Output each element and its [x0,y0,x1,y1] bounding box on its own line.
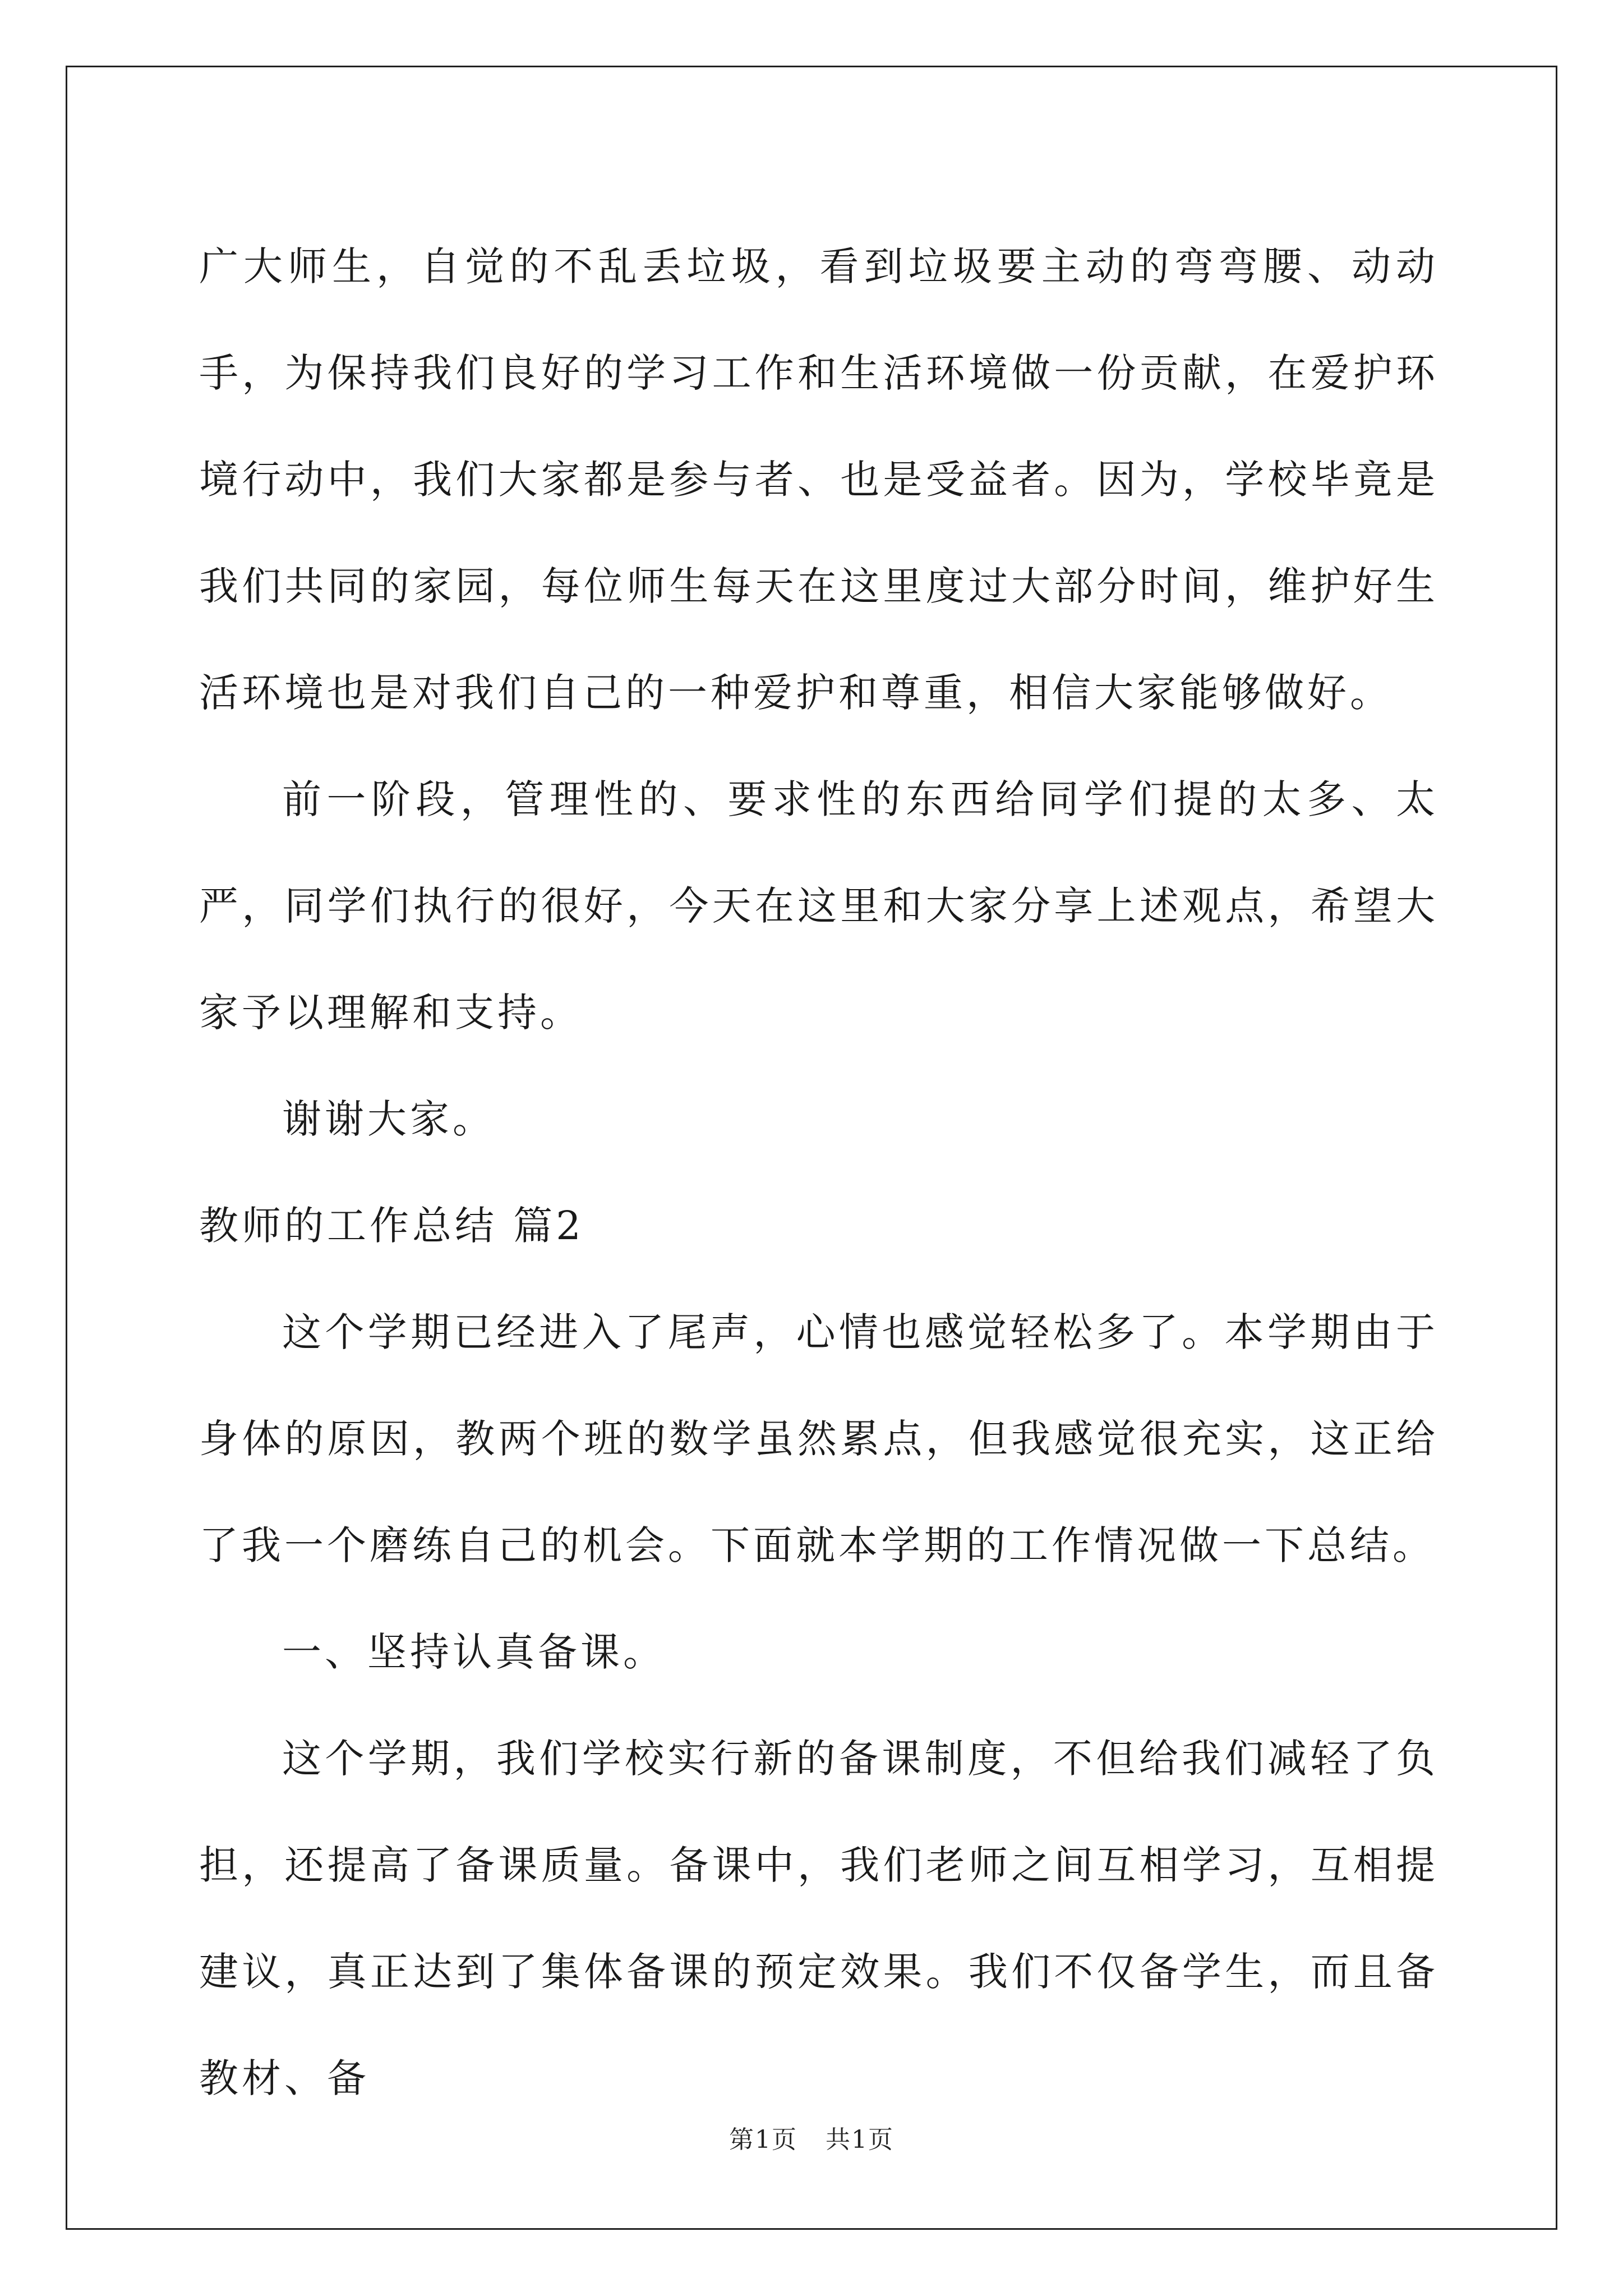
paragraph-4: 这个学期已经进入了尾声，心情也感觉轻松多了。本学期由于身体的原因，教两个班的数学虽然累点，但我感觉很充实，这正给了我一个磨练自己的机会。下面就本学期的工作情况做一下总结。 [199,1309,1438,1568]
paragraph-3: 谢谢大家。 [282,1096,495,1142]
paragraph-5: 一、坚持认真备课。 [282,1629,666,1675]
paragraph-2: 前一阶段，管理性的、要求性的东西给同学们提的太多、太严，同学们执行的很好，今天在这里和大家分享上述观点，希望大家予以理解和支持。 [199,776,1438,1036]
section-heading: 教师的工作总结 篇2 [199,1203,584,1249]
page-footer [0,2119,1623,2155]
paragraph-6: 这个学期，我们学校实行新的备课制度，不但给我们减轻了负担，还提高了备课质量。备课中，我们老师之间互相学习，互相提建议，真正达到了集体备课的预定效果。我们不仅备学生，而且备教材、备 [199,1736,1438,2101]
paragraph-1: 广大师生，自觉的不乱丢垃圾，看到垃圾要主动的弯弯腰、动动手，为保持我们良好的学习工作和生活环境做一份贡献，在爱护环境行动中，我们大家都是参与者、也是受益者。因为，学校毕竟是我们共同的家园，每位师生每天在这里度过大部分时间，维护好生活环境也是对我们自己的一种爱护和尊重，相信大家能够做好。 [199,243,1438,716]
document-body [199,213,1438,2132]
page-total: 共1页 [826,2125,894,2154]
page-number: 第1页 [729,2125,797,2154]
